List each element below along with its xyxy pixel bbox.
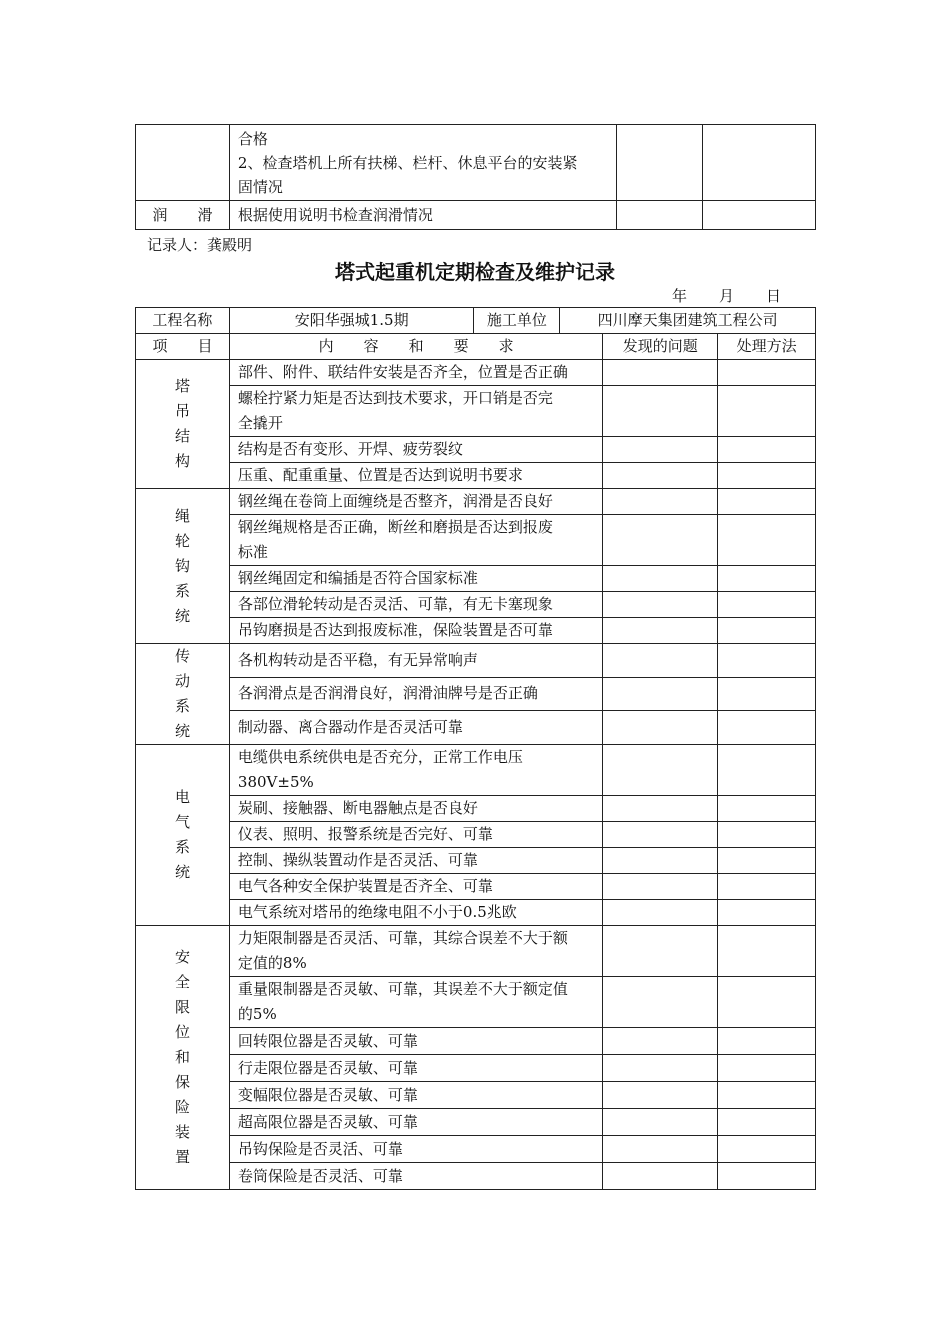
requirement-line: 制动器、离合器动作是否灵活可靠 xyxy=(237,718,463,737)
problem-cell xyxy=(603,677,718,711)
top-row1-method-cell xyxy=(703,125,816,201)
requirement-line: 吊钩保险是否灵活、可靠 xyxy=(237,1139,403,1158)
requirement-cell xyxy=(229,489,602,515)
table-row xyxy=(136,711,816,745)
top-row1-label-cell xyxy=(136,125,230,201)
requirement-line: 各机构转动是否平稳，有无异常响声 xyxy=(237,650,478,669)
problem-cell xyxy=(603,386,718,437)
section-label-char: 险 xyxy=(174,1098,190,1116)
section-label-safety-limit-devices xyxy=(136,926,230,1190)
problem-cell xyxy=(603,1028,718,1055)
section-label-char: 位 xyxy=(174,1023,190,1041)
section-label-char: 和 xyxy=(174,1048,190,1066)
method-cell xyxy=(718,515,816,566)
requirement-line: 力矩限制器是否灵活、可靠，其综合误差不大于额 xyxy=(237,929,568,947)
section-label-electrical-system xyxy=(136,745,230,926)
problem-cell xyxy=(603,515,718,566)
requirement-cell xyxy=(229,437,602,463)
section-label-tower-structure xyxy=(136,360,230,489)
table-row xyxy=(136,489,816,515)
method-cell xyxy=(718,1082,816,1109)
table-row xyxy=(136,796,816,822)
table-row xyxy=(136,1028,816,1055)
requirement-line: 钢丝绳固定和编插是否符合国家标准 xyxy=(237,569,478,587)
section-label-char: 气 xyxy=(174,813,190,831)
method-cell xyxy=(718,592,816,618)
method-cell xyxy=(718,796,816,822)
section-label-transmission-system xyxy=(136,644,230,745)
requirement-cell xyxy=(229,977,602,1028)
top-row2-problem-cell xyxy=(617,201,703,230)
section-label-rope-sheave-hook-system xyxy=(136,489,230,644)
header-item: 项 目 xyxy=(136,334,230,360)
recorder-line: 记录人：龚殿明 xyxy=(147,236,253,254)
requirement-line: 定值的8% xyxy=(237,954,307,972)
requirement-cell xyxy=(229,360,602,386)
table-row xyxy=(136,848,816,874)
method-cell xyxy=(718,386,816,437)
requirement-cell xyxy=(229,618,602,644)
header-method: 处理方法 xyxy=(718,334,816,360)
requirement-cell xyxy=(229,1163,602,1190)
problem-cell xyxy=(603,1082,718,1109)
requirement-cell xyxy=(229,874,602,900)
project-name-value: 安阳华强城1.5期 xyxy=(229,308,474,334)
table-row xyxy=(136,386,816,437)
problem-cell xyxy=(603,822,718,848)
method-cell xyxy=(718,822,816,848)
section-label-char: 全 xyxy=(174,973,190,991)
requirement-line: 电气系统对塔吊的绝缘电阻不小于0.5兆欧 xyxy=(237,903,517,921)
top-row2-method-cell xyxy=(703,201,816,230)
method-cell xyxy=(718,900,816,926)
problem-cell xyxy=(603,1163,718,1190)
date-day: 日 xyxy=(766,287,782,305)
date-line xyxy=(672,285,781,306)
top-row1-line: 固情况 xyxy=(237,177,283,196)
top-row1-line: 2、检查塔机上所有扶梯、栏杆、休息平台的安装紧 xyxy=(237,153,578,172)
method-cell xyxy=(718,566,816,592)
method-cell xyxy=(718,437,816,463)
requirement-line: 电气各种安全保护装置是否齐全、可靠 xyxy=(237,877,493,895)
table-row xyxy=(136,1163,816,1190)
section-label-char: 统 xyxy=(174,606,190,625)
section-label-char: 钩 xyxy=(174,556,190,575)
method-cell xyxy=(718,463,816,489)
table-row xyxy=(136,1055,816,1082)
section-label-char: 构 xyxy=(174,452,190,470)
requirement-line: 钢丝绳在卷筒上面缠绕是否整齐，润滑是否良好 xyxy=(237,492,553,510)
section-label-char: 统 xyxy=(174,722,190,740)
section-label-char: 系 xyxy=(174,581,190,600)
method-cell xyxy=(718,848,816,874)
page-title: 塔式起重机定期检查及维护记录 xyxy=(335,260,615,284)
section-label-char: 统 xyxy=(174,863,190,881)
requirement-cell xyxy=(229,926,602,977)
requirement-cell xyxy=(229,644,602,678)
requirement-line: 380V±5% xyxy=(237,773,314,791)
section-label-char: 传 xyxy=(174,647,190,665)
requirement-cell xyxy=(229,796,602,822)
requirement-line: 吊钩磨损是否达到报废标准，保险装置是否可靠 xyxy=(237,621,553,639)
table-row xyxy=(136,1082,816,1109)
problem-cell xyxy=(603,900,718,926)
section-label-char: 轮 xyxy=(174,531,190,550)
requirement-cell xyxy=(229,1028,602,1055)
requirement-line: 超高限位器是否灵敏、可靠 xyxy=(237,1112,418,1131)
requirement-cell xyxy=(229,822,602,848)
method-cell xyxy=(718,874,816,900)
method-cell xyxy=(718,1109,816,1136)
requirement-line: 回转限位器是否灵敏、可靠 xyxy=(237,1031,418,1050)
problem-cell xyxy=(603,489,718,515)
problem-cell xyxy=(603,1109,718,1136)
table-row xyxy=(136,515,816,566)
section-label-char: 结 xyxy=(174,427,190,445)
problem-cell xyxy=(603,618,718,644)
method-cell xyxy=(718,745,816,796)
problem-cell xyxy=(603,1136,718,1163)
section-label-char: 系 xyxy=(174,838,190,856)
requirement-line: 行走限位器是否灵敏、可靠 xyxy=(237,1058,418,1077)
section-label-char: 电 xyxy=(174,788,190,806)
requirement-cell xyxy=(229,677,602,711)
requirement-line: 部件、附件、联结件安装是否齐全，位置是否正确 xyxy=(237,363,568,381)
problem-cell xyxy=(603,1055,718,1082)
table-row xyxy=(136,900,816,926)
requirement-cell xyxy=(229,592,602,618)
method-cell xyxy=(718,677,816,711)
problem-cell xyxy=(603,592,718,618)
lubrication-content: 根据使用说明书检查润滑情况 xyxy=(229,201,616,230)
problem-cell xyxy=(603,437,718,463)
requirement-line: 各润滑点是否润滑良好，润滑油牌号是否正确 xyxy=(237,684,538,703)
method-cell xyxy=(718,618,816,644)
problem-cell xyxy=(603,463,718,489)
table-row xyxy=(136,592,816,618)
table-row xyxy=(136,926,816,977)
section-label-char: 装 xyxy=(174,1123,190,1141)
section-label-char: 塔 xyxy=(174,377,190,395)
section-label-char: 绳 xyxy=(174,506,190,525)
requirement-cell xyxy=(229,900,602,926)
table-row xyxy=(136,437,816,463)
table-row xyxy=(136,745,816,796)
table-row xyxy=(136,1109,816,1136)
table-row xyxy=(136,618,816,644)
table-row xyxy=(136,874,816,900)
lubrication-label: 润 滑 xyxy=(136,201,230,230)
problem-cell xyxy=(603,745,718,796)
method-cell xyxy=(718,1055,816,1082)
table-row xyxy=(136,1136,816,1163)
inspection-table xyxy=(135,333,816,1190)
table-row xyxy=(136,566,816,592)
table-row xyxy=(136,822,816,848)
requirement-line: 炭刷、接触器、断电器触点是否良好 xyxy=(237,799,478,817)
requirement-cell xyxy=(229,515,602,566)
requirement-cell xyxy=(229,1082,602,1109)
table-row xyxy=(136,677,816,711)
requirement-line: 标准 xyxy=(237,543,268,561)
requirement-line: 结构是否有变形、开焊、疲劳裂纹 xyxy=(237,440,463,458)
requirement-line: 各部位滑轮转动是否灵活、可靠，有无卡塞现象 xyxy=(237,595,553,613)
header-content: 内 容 和 要 求 xyxy=(229,334,602,360)
header-problem: 发现的问题 xyxy=(603,334,718,360)
section-label-char: 系 xyxy=(174,697,190,715)
table-row xyxy=(136,463,816,489)
method-cell xyxy=(718,1136,816,1163)
method-cell xyxy=(718,977,816,1028)
problem-cell xyxy=(603,360,718,386)
method-cell xyxy=(718,1028,816,1055)
requirement-line: 变幅限位器是否灵敏、可靠 xyxy=(237,1085,418,1104)
requirement-line: 控制、操纵装置动作是否灵活、可靠 xyxy=(237,851,478,869)
table-row xyxy=(136,360,816,386)
requirement-line: 卷筒保险是否灵活、可靠 xyxy=(237,1166,403,1185)
construction-unit-value: 四川摩天集团建筑工程公司 xyxy=(560,308,816,334)
requirement-cell xyxy=(229,848,602,874)
method-cell xyxy=(718,711,816,745)
top-row1-line: 合格 xyxy=(237,129,268,148)
problem-cell xyxy=(603,977,718,1028)
requirement-cell xyxy=(229,463,602,489)
method-cell xyxy=(718,360,816,386)
requirement-line: 仪表、照明、报警系统是否完好、可靠 xyxy=(237,825,493,843)
problem-cell xyxy=(603,796,718,822)
requirement-line: 电缆供电系统供电是否充分，正常工作电压 xyxy=(237,748,523,766)
problem-cell xyxy=(603,874,718,900)
requirement-line: 的5% xyxy=(237,1005,277,1023)
method-cell xyxy=(718,1163,816,1190)
requirement-cell xyxy=(229,1136,602,1163)
requirement-line: 重量限制器是否灵敏、可靠，其误差不大于额定值 xyxy=(237,980,568,998)
table-header-row xyxy=(136,334,816,360)
requirement-cell xyxy=(229,566,602,592)
section-label-char: 动 xyxy=(174,672,190,690)
section-label-char: 限 xyxy=(174,998,190,1016)
requirement-cell xyxy=(229,745,602,796)
top-continuation-table xyxy=(135,124,816,230)
section-label-char: 吊 xyxy=(174,402,190,420)
method-cell xyxy=(718,644,816,678)
table-row xyxy=(136,977,816,1028)
problem-cell xyxy=(603,644,718,678)
requirement-cell xyxy=(229,386,602,437)
requirement-cell xyxy=(229,711,602,745)
problem-cell xyxy=(603,848,718,874)
requirement-line: 螺栓拧紧力矩是否达到技术要求，开口销是否完 xyxy=(237,389,553,407)
problem-cell xyxy=(603,711,718,745)
requirement-line: 钢丝绳规格是否正确，断丝和磨损是否达到报废 xyxy=(237,518,553,536)
section-label-char: 安 xyxy=(174,948,190,966)
method-cell xyxy=(718,926,816,977)
construction-unit-label: 施工单位 xyxy=(474,308,560,334)
method-cell xyxy=(718,489,816,515)
requirement-line: 压重、配重重量、位置是否达到说明书要求 xyxy=(237,466,523,484)
problem-cell xyxy=(603,926,718,977)
requirement-cell xyxy=(229,1055,602,1082)
requirement-line: 全撬开 xyxy=(237,414,283,432)
date-month: 月 xyxy=(719,287,735,305)
project-name-label: 工程名称 xyxy=(136,308,230,334)
problem-cell xyxy=(603,566,718,592)
requirement-cell xyxy=(229,1109,602,1136)
section-label-char: 保 xyxy=(174,1073,190,1091)
top-row1-content-cell xyxy=(229,125,616,201)
section-label-char: 置 xyxy=(174,1148,190,1166)
top-row1-problem-cell xyxy=(617,125,703,201)
project-meta-table xyxy=(135,307,816,334)
table-row xyxy=(136,644,816,678)
date-year: 年 xyxy=(672,287,688,305)
